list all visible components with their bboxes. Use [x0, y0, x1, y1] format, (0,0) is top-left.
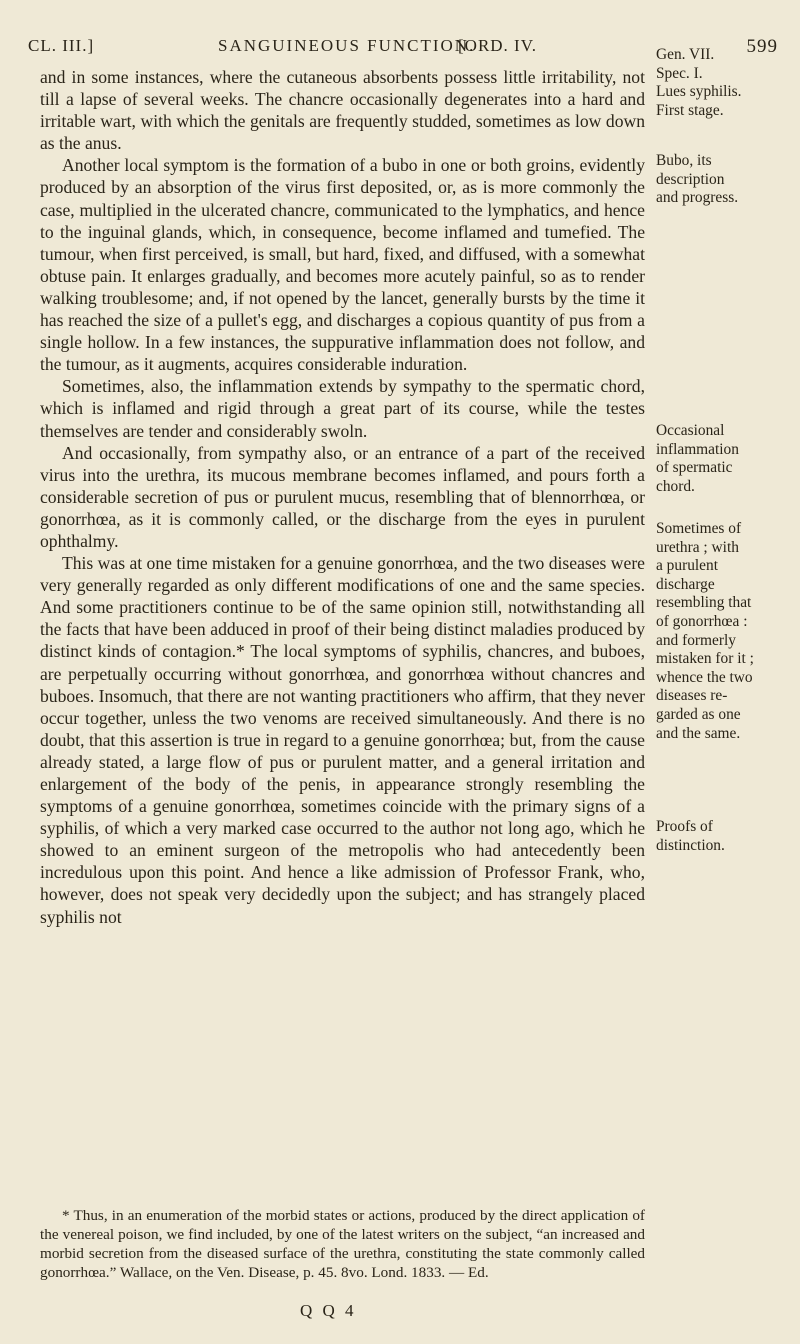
sidenote-bubo	[656, 152, 791, 208]
paragraph: and in some instances, where the cutaneous absorbents possess little irritability, not till a lapse of several weeks. The chancre occasionally degenerates into a hard and irritable wart, with which the genitals are frequently studded, sometimes as low down as the anus.	[40, 67, 645, 154]
sidenote-line: garded as one	[656, 705, 741, 723]
sidenote-line: a purulent	[656, 557, 718, 575]
header-order: [ORD. IV.	[458, 36, 538, 55]
sidenote-line: Spec. I.	[656, 64, 703, 82]
paragraph: And occasionally, from sympathy also, or an entrance of a part of the received virus into the urethra, its mucous membrane becomes inflamed, and pours forth a considerable secretion of pus or purulent mucus, resembling that of blennorrhœa, or gonorrhœa, as it is commonly called, or the discharge from the eyes in purulent ophthalmy.	[40, 442, 645, 551]
sidenote-line: whence the two	[656, 668, 753, 686]
sidenote-line: of gonorrhœa :	[656, 612, 748, 630]
sidenote-line: Occasional	[656, 422, 725, 439]
paragraph: Sometimes, also, the inflammation extends by sympathy to the spermatic chord, which is inflamed and rigid through a great part of its course, while the testes themselves are tender and considerably swoln.	[40, 376, 645, 441]
sidenote-proofs	[656, 818, 791, 855]
signature-mark: Q Q 4	[300, 1301, 357, 1320]
sidenote-line: diseases re-	[656, 687, 728, 705]
sidenote-line: Proofs of	[656, 818, 713, 835]
header-section: CL. III.]	[28, 36, 95, 55]
sidenote-spermatic-chord	[656, 422, 791, 496]
page-number: 599	[746, 36, 778, 57]
sidenote-line: inflammation	[656, 440, 739, 458]
footnote	[40, 1206, 645, 1282]
main-text	[40, 66, 645, 928]
paragraph: This was at one time mistaken for a genuine gonorrhœa, and the two diseases were very generally regarded as only different modifications of one and the same species. And some practitioners continue to be of the same opinion still, notwithstanding all the facts that have been adduced in proof of their being distinct maladies produced by distinct kinds of contagion.* The local symptoms of syphilis, chancres, and buboes, are perpetually occurring without gonorrhœa, and gonorrhœa without chancres and buboes. Insomuch, that there are not wanting practitioners who affirm, that they never occur together, unless the two venoms are received simultaneously. And there is no doubt, that this assertion is true in regard to a genuine gonorrhœa; but, from the cause already stated, a large flow of pus or purulent matter, and a general irritation and enlargement of the body of the penis, in appearance strongly resembling the symptoms of a genuine gonorrhœa, sometimes coincide with the primary signs of a syphilis, of which a very marked case occurred to the author not long ago, which he showed to an eminent surgeon of the metropolis who had antecedently been incredulous upon this point. And hence a like admission of Professor Frank, who, however, does not speak very decidedly upon the subject; and has strangely placed syphilis not	[40, 553, 646, 927]
sidenote-urethra	[656, 520, 791, 743]
sidenote-classification	[656, 46, 791, 120]
sidenote-line: resembling that	[656, 594, 752, 612]
footnote-text: * Thus, in an enumeration of the morbid states or actions, produced by the direct application of the venereal poison, we find included, by one of the latest writers on the subject, “an increased and morbid secretion from the diseased surface of the urethra, constituting the state commonly called gonorrhœa.” Wallace, on the Ven. Disease, p. 45. 8vo. Lond. 1833. — Ed.	[40, 1207, 645, 1281]
sidenote-line: and progress.	[656, 189, 739, 207]
sidenote-line: mistaken for it ;	[656, 650, 754, 668]
sidenote-line: urethra ; with	[656, 538, 739, 556]
sidenote-line: description	[656, 170, 725, 188]
paragraph: Another local symptom is the formation of a bubo in one or both groins, evidently produced by an absorption of the virus first deposited, or, as is more commonly the case, multiplied in the ulcerated chancre, communicated to the lymphatics, and hence to the inguinal glands, which, in consequence, become inflamed and tumefied. The tumour, when first perceived, is small, but hard, fixed, and diffused, with a somewhat obtuse pain. It enlarges gradually, and becomes more acutely painful, so as to render walking troublesome; and, if not opened by the lancet, generally bursts by the time it has reached the size of a pullet's egg, and discharges a copious quantity of pus from a single hollow. In a few instances, the suppurative inflammation does not follow, and the tumour, as it augments, acquires considerable induration.	[40, 155, 645, 375]
sidenote-line: Lues syphilis.	[656, 83, 742, 101]
sidenote-line: discharge	[656, 575, 715, 593]
sidenote-line: distinction.	[656, 836, 725, 854]
sidenote-line: First stage.	[656, 101, 724, 119]
sidenote-line: Gen. VII.	[656, 46, 715, 63]
sidenote-line: and formerly	[656, 631, 736, 649]
sidenote-line: Bubo, its	[656, 152, 712, 169]
sidenote-line: chord.	[656, 477, 695, 495]
header-title: SANGUINEOUS FUNCTION.	[218, 36, 476, 55]
sidenote-line: and the same.	[656, 724, 741, 742]
sidenote-line: of spermatic	[656, 459, 733, 477]
sidenote-line: Sometimes of	[656, 520, 742, 537]
